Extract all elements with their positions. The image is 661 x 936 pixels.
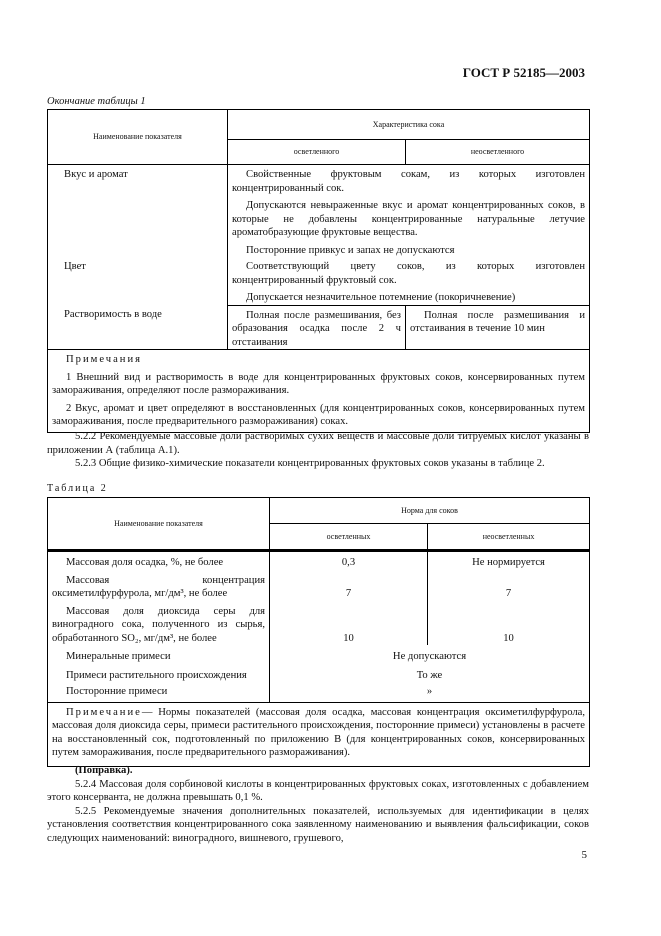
table-row bbox=[48, 570, 590, 601]
cell-value: » bbox=[270, 682, 590, 702]
cell-value: Не допускаются bbox=[270, 645, 590, 664]
t2-col-group: Норма для соков bbox=[270, 498, 590, 524]
paragraph-5-2-5: 5.2.5 Рекомендуемые значения дополнительных показателей, используемых для идентификации в целях установления соответствия концентрированного сока заявленному наименованию и выявления фальсификации, соков следующих наименований: виноградного, вишневого, грушевого, bbox=[47, 805, 589, 844]
cell-value: То же bbox=[270, 664, 590, 683]
cell-text: Свойственные фруктовым сокам, из которых изготовлен концентрированный сок. bbox=[232, 169, 585, 194]
row-name: Примеси растительного происхождения bbox=[66, 669, 247, 681]
table-row bbox=[48, 645, 590, 664]
note-text: — Нормы показателей (массовая доля осадка, массовая концентрация оксиметилфурфурола, массовая доля диоксида серы, примеси растительного происхождения, посторонние примеси) установлены в расчете на восстановленный сок, подготовленный по приложению В (для концентрированных соков, консервированных путем замораживания, после предварительного размораживания). bbox=[52, 706, 586, 758]
t1-col-group: Характеристика сока bbox=[228, 110, 590, 140]
cell-value: 10 bbox=[428, 601, 590, 646]
row-name: Массовая доля осадка, %, не более bbox=[66, 557, 224, 568]
note-text: 1 Внешний вид и растворимость в воде для концентрированных фруктовых соков, консервированных путем замораживания, определяют после размораживания. bbox=[52, 371, 585, 396]
paragraph-5-2-3: 5.2.3 Общие физико-химические показатели концентрированных фруктовых соков указаны в таблице 2. bbox=[75, 458, 545, 469]
cell-text: Соответствующий цвету соков, из которых изготовлен концентрированный фруктовый сок. bbox=[232, 261, 585, 286]
row-name: Массовая доля диоксида серы для виноградного сока, полученного из сырья, обработанного SO₂, мг/дм³, не более bbox=[52, 605, 265, 644]
page-number: 5 bbox=[581, 849, 587, 861]
standard-number: ГОСТ Р 52185—2003 bbox=[462, 65, 585, 80]
t1-col-name: Наименование показателя bbox=[93, 132, 182, 142]
cell-value: 7 bbox=[428, 570, 590, 601]
cell-text: Допускается незначительное потемнение (покоричневение) bbox=[246, 292, 516, 303]
t2-col-name: Наименование показателя bbox=[114, 518, 203, 528]
t2-col-a: осветленных bbox=[270, 524, 428, 551]
table2-note bbox=[48, 702, 590, 766]
cell-text: Посторонние привкус и запах не допускаются bbox=[246, 244, 455, 256]
notes-title: Примечания bbox=[66, 354, 142, 365]
paragraph-5-2-4: 5.2.4 Массовая доля сорбиновой кислоты в концентрированных фруктовых соках, изготовленных с добавлением этого консерванта, не должна превышать 0,1 %. bbox=[47, 778, 589, 803]
cell-value: 7 bbox=[270, 570, 428, 601]
t2-col-b: неосветленных bbox=[428, 524, 590, 551]
table1-caption: Окончание таблицы 1 bbox=[47, 96, 146, 107]
cell-text: Полная после размешивания, без образования осадка после 2 ч отстаивания bbox=[228, 305, 406, 350]
note-title: Примечание bbox=[66, 706, 142, 718]
table-row bbox=[48, 664, 590, 683]
t1-col-b: неосветленного bbox=[406, 140, 590, 165]
table2-caption: Таблица 2 bbox=[47, 483, 108, 494]
row-name: Минеральные примеси bbox=[66, 651, 171, 662]
cell-text: Допускаются невыраженные вкус и аромат концентрированных соков, в которые не добавлены концентрированные натуральные летучие ароматобразующие фруктовые вещества. bbox=[232, 200, 585, 238]
cell-value: 0,3 bbox=[270, 551, 428, 570]
row-name: Вкус и аромат bbox=[64, 169, 128, 180]
table-2 bbox=[47, 497, 590, 767]
row-name: Массовая концентрация оксиметилфурфурола, мг/дм³, не более bbox=[52, 574, 265, 599]
cell-value: Не нормируется bbox=[428, 551, 590, 570]
table-row bbox=[48, 682, 590, 702]
cell-text: Полная после размешивания и отстаивания в течение 10 мин bbox=[406, 305, 590, 350]
row-name: Посторонние примеси bbox=[66, 686, 168, 697]
t1-col-a: осветленного bbox=[228, 140, 406, 165]
paragraph-5-2-2: 5.2.2 Рекомендуемые массовые доли растворимых сухих веществ и массовые доли титруемых кислот указаны в приложении А (таблица А.1). bbox=[47, 431, 589, 456]
table-row bbox=[48, 601, 590, 646]
cell-value: 10 bbox=[270, 601, 428, 646]
table-row bbox=[48, 551, 590, 570]
amendment-label: (Поправка). bbox=[75, 765, 133, 776]
table-1 bbox=[47, 109, 590, 433]
row-name: Растворимость в воде bbox=[64, 309, 162, 320]
note-text: 2 Вкус, аромат и цвет определяют в восстановленных (для концентрированных соков, консервированных путем замораживания, после предварительного размораживания) соках. bbox=[52, 402, 585, 427]
table-row bbox=[48, 165, 590, 258]
row-name: Цвет bbox=[64, 261, 86, 272]
table-row bbox=[48, 257, 590, 305]
table-row bbox=[48, 305, 590, 350]
